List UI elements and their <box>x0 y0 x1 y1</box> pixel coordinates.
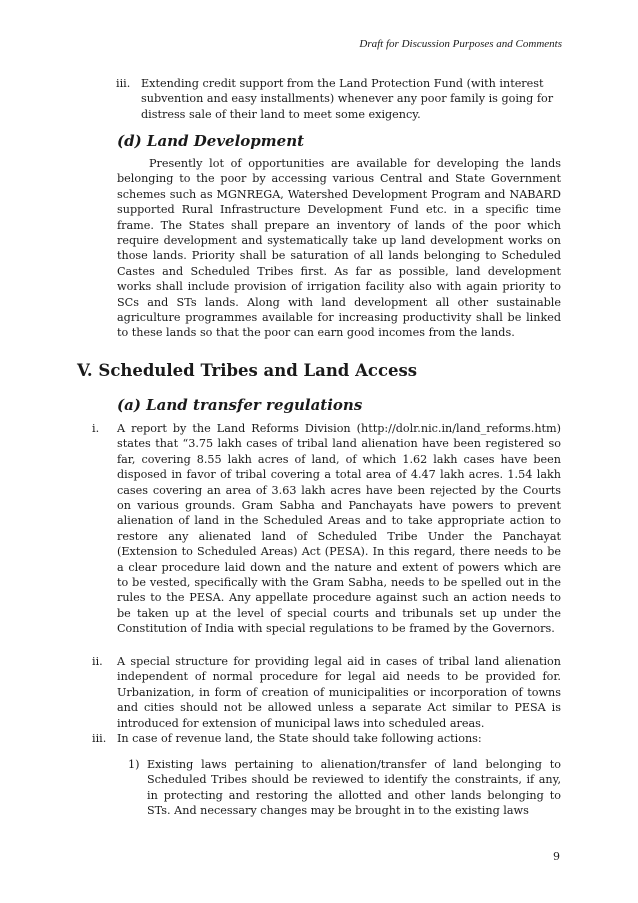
list-item-text: In case of revenue land, the State should take following actions: <box>117 732 482 745</box>
list-item <box>92 654 561 731</box>
section-heading-scheduled-tribes: V. Scheduled Tribes and Land Access <box>77 361 418 380</box>
list-item-text: Extending credit support from the Land Protection Fund (with interest subvention and easy installments) whenever any poor family is going for distress sale of their land to meet some exigency. <box>141 77 554 121</box>
list-item-text: A special structure for providing legal aid in cases of tribal land alienation independent of normal procedure for legal aid needs to be provided for. Urbanization, in form of creation of municipalities or incorporation of towns and cities should not be allowed unless a separate Act similar to PESA is introduced for extension of municipal laws into scheduled areas. <box>117 655 561 730</box>
list-item <box>116 76 561 122</box>
list-item <box>92 421 561 637</box>
list-item-number: iii. <box>116 77 131 90</box>
list-item-number: iii. <box>92 732 107 745</box>
sub-list-item-text: Existing laws pertaining to alienation/transfer of land belonging to Scheduled Tribes should be reviewed to identify the constraints, if any, in protecting and restoring the allotted and other lands belonging to STs. And necessary changes may be brought in to the existing laws <box>147 758 561 818</box>
page-header: Draft for Discussion Purposes and Comments <box>359 38 562 50</box>
list-item-number: ii. <box>92 655 103 668</box>
land-development-paragraph: Presently lot of opportunities are available for developing the lands belonging to the poor by accessing various Central and State Government schemes such as MGNREGA, Watershed Development Program and NABARD supported Rural Infrastructure Development Fund etc. in a specific time frame. The States shall prepare an inventory of lands of the poor which require development and systematically take up land development works on those lands. Priority shall be saturation of all lands belonging to Scheduled Castes and Scheduled Tribes first. As far as possible, land development works shall include provision of irrigation facility also with again priority to SCs and STs lands. Along with land development all other sustainable agriculture programmes available for increasing productivity shall be linked to these lands so that the poor can earn good incomes from the lands. <box>117 157 561 340</box>
list-item-number: i. <box>92 422 100 435</box>
subsection-heading-land-development: (d) Land Development <box>117 132 305 150</box>
page-number: 9 <box>553 850 560 863</box>
list-item-text: A report by the Land Reforms Division (http://dolr.nic.in/land_reforms.htm) states that “3.75 lakh cases of tribal land alienation have been registered so far, covering 8.55 lakh acres of land, of which 1.62 lakh cases have been disposed in favor of tribal covering a total area of 4.47 lakh acres. 1.54 lakh cases covering an area of 3.63 lakh acres have been rejected by the Courts on various grounds. Gram Sabha and Panchayats have powers to prevent alienation of land in the Scheduled Areas and to take appropriate action to restore any alienated land of Scheduled Tribe Under the Panchayat (Extension to Scheduled Areas) Act (PESA). In this regard, there needs to be a clear procedure laid down and the nature and extent of powers which are to be vested, specifically with the Gram Sabha, needs to be spelled out in the rules to the PESA. Any appellate procedure against such an action needs to be taken up at the level of special courts and tribunals set up under the Constitution of India with special regulations to be framed by the Governors. <box>117 422 561 636</box>
list-item <box>92 731 561 746</box>
sub-list-item-number: 1) <box>128 758 140 771</box>
sub-list-item <box>128 757 561 819</box>
subsection-heading-land-transfer: (a) Land transfer regulations <box>117 396 363 414</box>
